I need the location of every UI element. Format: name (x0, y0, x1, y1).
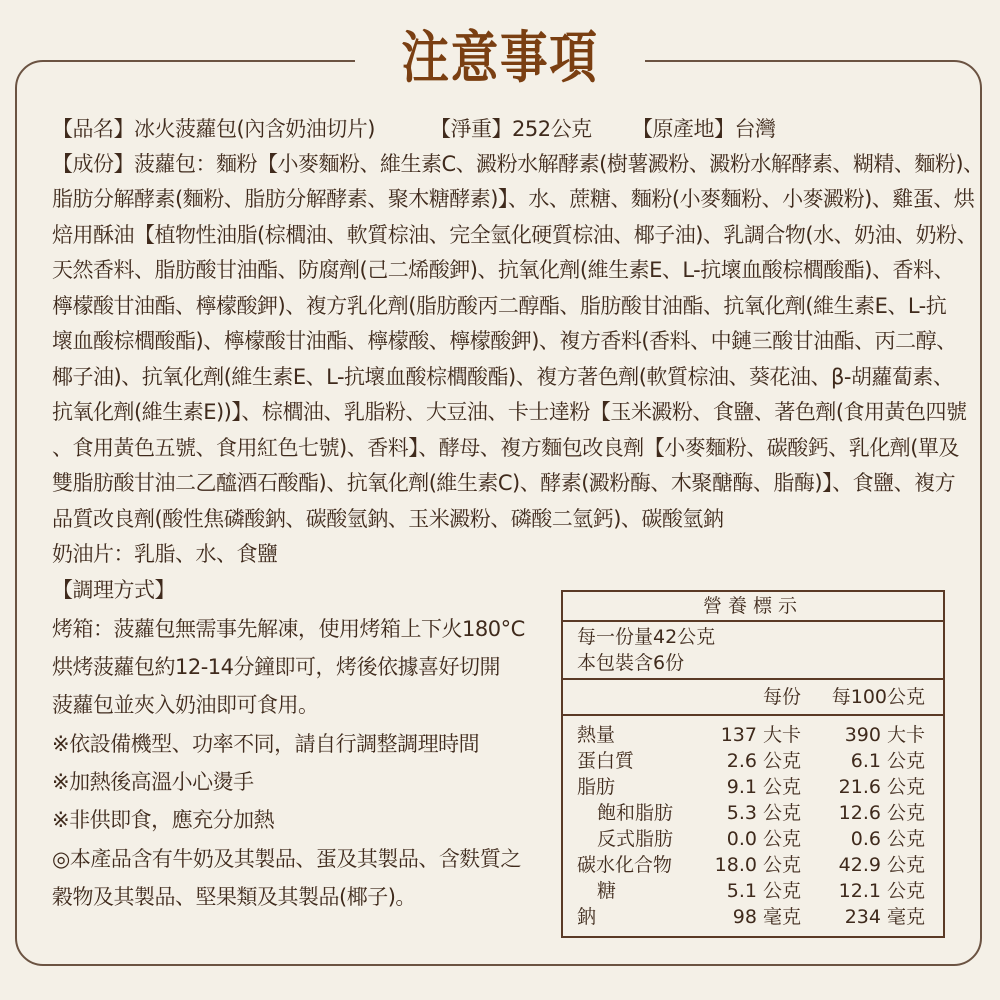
per-100g-value: 390 大卡 (844, 724, 925, 746)
ingredients-line: 【成份】菠蘿包：麵粉【小麥麵粉、維生素C、澱粉水解酵素(樹薯澱粉、澱粉水解酵素、糊精、麵粉)、 (52, 152, 984, 176)
per-100g-value: 21.6 公克 (838, 776, 925, 798)
nutrition-row-sodium (563, 904, 943, 930)
per-serving-value: 2.6 公克 (726, 750, 801, 772)
page-title: 注意事項 (401, 25, 599, 91)
col-per-serving: 每份 (762, 686, 801, 708)
nutrition-row-sugar (563, 878, 943, 904)
cooking-line: 烘烤菠蘿包約12-14分鐘即可，烤後依據喜好切開 (52, 655, 501, 679)
title-container (355, 18, 645, 98)
caution-note: ※加熱後高溫小心燙手 (52, 770, 254, 794)
servings-per-package: 本包裝含6份 (577, 652, 685, 674)
nutrient-name: 熱量 (577, 724, 616, 746)
ingredients-line: 、食用黃色五號、食用紅色七號)、香料】、酵母、複方麵包改良劑【小麥麵粉、碳酸鈣、乳化劑(單及 (52, 436, 959, 460)
nutrient-name: 糖 (597, 880, 617, 902)
net-weight-value: 252公克 (512, 117, 592, 141)
ingredients-line: 抗氧化劑(維生素E))】、棕櫚油、乳脂粉、大豆油、卡士達粉【玉米澱粉、食鹽、著色劑(食用黃色四號 (52, 400, 967, 424)
product-name-label: 【品名】 (52, 117, 134, 141)
nutrition-row-saturated-fat (563, 800, 943, 826)
ingredients-line: 檸檬酸甘油酯、檸檬酸鉀)、複方乳化劑(脂肪酸丙二醇酯、脂肪酸甘油酯、抗氧化劑(維生素E、L-抗 (52, 294, 947, 318)
per-serving-value: 9.1 公克 (726, 776, 801, 798)
col-per-100g: 每100公克 (831, 686, 925, 708)
ingredients-line: 天然香料、脂肪酸甘油酯、防腐劑(己二烯酸鉀)、抗氧化劑(維生素E、L-抗壞血酸棕櫚酸酯)、香料、 (52, 258, 954, 282)
nutrient-name: 飽和脂肪 (597, 802, 674, 824)
per-serving-value: 0.0 公克 (726, 828, 801, 850)
ingredients-line: 雙脂肪酸甘油二乙醯酒石酸酯)、抗氧化劑(維生素C)、酵素(澱粉酶、木聚醣酶、脂酶)】、食鹽、複方 (52, 471, 956, 495)
per-100g-value: 6.1 公克 (850, 750, 925, 772)
nutrient-name: 碳水化合物 (577, 854, 673, 876)
per-serving-value: 98 毫克 (732, 906, 801, 928)
nutrient-name: 反式脂肪 (597, 828, 674, 850)
nutrition-row-trans-fat (563, 826, 943, 852)
nutrition-heading: 營養標示 (563, 592, 943, 622)
product-name (52, 112, 375, 147)
nutrition-column-headers (563, 680, 943, 716)
per-serving-value: 5.3 公克 (726, 802, 801, 824)
nutrition-row-protein (563, 748, 943, 774)
origin (632, 112, 776, 147)
ingredients-line: 脂肪分解酵素(麵粉、脂肪分解酵素、聚木糖酵素)】、水、蔗糖、麵粉(小麥麵粉、小麥澱粉)、雞蛋、烘 (52, 187, 975, 211)
butter-slice-ingredients: 奶油片：乳脂、水、食鹽 (52, 542, 278, 566)
nutrition-row-fat (563, 774, 943, 800)
allergen-note: ◎本產品含有牛奶及其製品、蛋及其製品、含麩質之 (52, 847, 521, 871)
per-serving-value: 5.1 公克 (726, 880, 801, 902)
caution-note: ※依設備機型、功率不同，請自行調整調理時間 (52, 732, 480, 756)
nutrition-facts-table (561, 590, 945, 938)
ingredients-line: 壞血酸棕櫚酸酯)、檸檬酸甘油酯、檸檬酸、檸檬酸鉀)、複方香料(香料、中鏈三酸甘油酯、丙二醇、 (52, 329, 957, 353)
nutrition-row-carbohydrate (563, 852, 943, 878)
allergen-note: 穀物及其製品、堅果類及其製品(椰子)。 (52, 885, 416, 909)
product-meta-row (52, 112, 776, 147)
per-serving-value: 137 大卡 (720, 724, 801, 746)
net-weight (430, 112, 592, 147)
net-weight-label: 【淨重】 (430, 117, 512, 141)
ingredients-line: 品質改良劑(酸性焦磷酸鈉、碳酸氫鈉、玉米澱粉、磷酸二氫鈣)、碳酸氫鈉 (52, 507, 724, 531)
per-100g-value: 12.1 公克 (838, 880, 925, 902)
nutrition-rows (563, 716, 943, 930)
nutrient-name: 蛋白質 (577, 750, 635, 772)
origin-value: 台灣 (734, 117, 776, 141)
per-100g-value: 12.6 公克 (838, 802, 925, 824)
nutrition-row-calories (563, 722, 943, 748)
product-name-value: 冰火菠蘿包(內含奶油切片) (134, 117, 375, 141)
per-100g-value: 42.9 公克 (838, 854, 925, 876)
per-serving-value: 18.0 公克 (714, 854, 801, 876)
cooking-line: 菠蘿包並夾入奶油即可食用。 (52, 693, 319, 717)
caution-note: ※非供即食，應充分加熱 (52, 808, 275, 832)
serving-info (563, 622, 943, 680)
serving-size: 每一份量42公克 (577, 626, 716, 648)
ingredients-line: 焙用酥油【植物性油脂(棕櫚油、軟質棕油、完全氫化硬質棕油、椰子油)、乳調合物(水、奶油、奶粉、 (52, 223, 978, 247)
per-100g-value: 234 毫克 (844, 906, 925, 928)
origin-label: 【原產地】 (632, 117, 735, 141)
cooking-line: 烤箱：菠蘿包無需事先解凍，使用烤箱上下火180°C (52, 617, 525, 641)
nutrient-name: 脂肪 (577, 776, 616, 798)
per-100g-value: 0.6 公克 (850, 828, 925, 850)
nutrient-name: 鈉 (577, 906, 597, 928)
cooking-heading: 【調理方式】 (52, 578, 175, 602)
ingredients-line: 椰子油)、抗氧化劑(維生素E、L-抗壞血酸棕櫚酸酯)、複方著色劑(軟質棕油、葵花油、β-胡蘿蔔素、 (52, 365, 954, 389)
